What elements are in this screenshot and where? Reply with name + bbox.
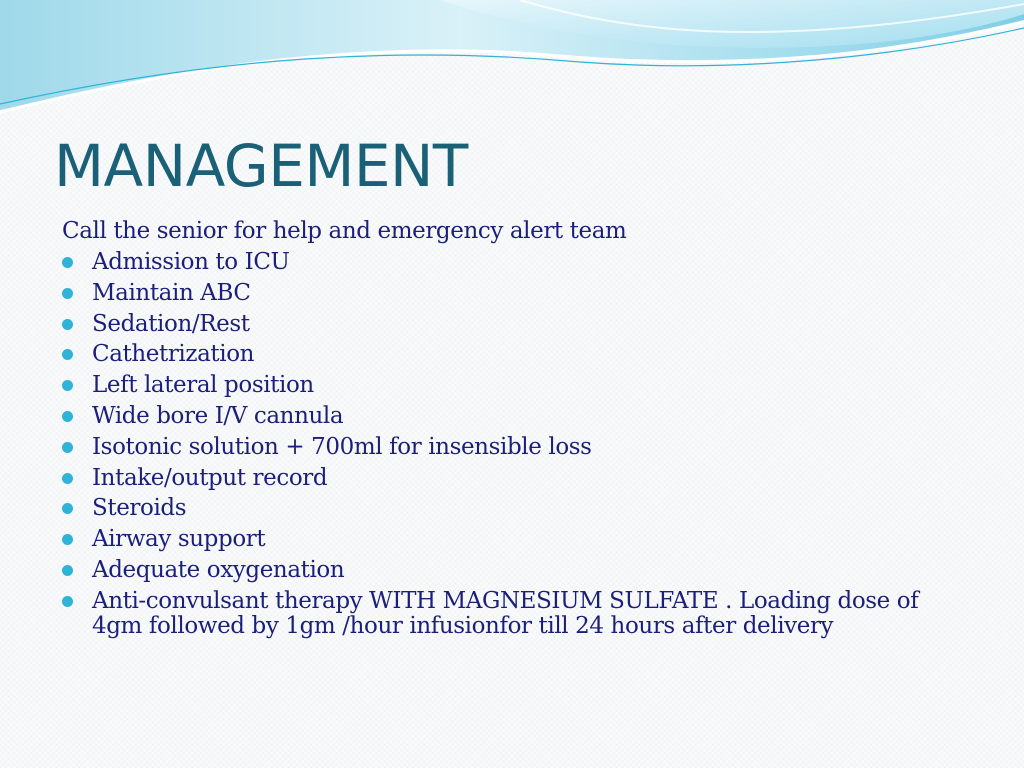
list-item-text: Maintain ABC [92,279,251,306]
list-item-text: Isotonic solution + 700ml for insensible loss [92,433,592,460]
bullet-icon [62,473,73,484]
list-item [62,401,962,432]
header-wave-decoration [0,0,1024,130]
bullet-icon [62,442,73,453]
list-item-text: Adequate oxygenation [92,556,345,583]
bullet-icon [62,257,73,268]
list-item [62,370,962,401]
list-item [62,432,962,463]
bullet-list [62,247,962,639]
list-item-text: Sedation/Rest [92,310,250,337]
bullet-icon [62,349,73,360]
bullet-icon [62,288,73,299]
list-item-text: Left lateral position [92,372,314,399]
list-item-text: Steroids [92,495,187,522]
list-item [62,555,962,586]
list-item [62,463,962,494]
bullet-icon [62,380,73,391]
list-item [62,493,962,524]
list-item [62,247,962,278]
bullet-icon [62,319,73,330]
intro-text: Call the senior for help and emergency alert team [62,218,627,244]
bullet-icon [62,565,73,576]
list-item-text: Wide bore I/V cannula [92,402,344,429]
list-item [62,278,962,309]
bullet-icon [62,503,73,514]
bullet-icon [62,596,73,607]
list-item-text: Cathetrization [92,341,255,368]
list-item [62,524,962,555]
slide-title: MANAGEMENT [54,132,468,200]
list-item-text: Admission to ICU [92,249,290,275]
list-item [62,309,962,340]
list-item-text: Anti-convulsant therapy WITH MAGNESIUM SULFATE . Loading dose of 4gm followed by 1gm /hour infusionfor till 24 hours after delivery [92,587,919,639]
bullet-icon [62,534,73,545]
list-item [62,339,962,370]
list-item-text: Intake/output record [92,464,328,491]
list-item-text: Airway support [92,526,266,553]
bullet-icon [62,411,73,422]
list-item [62,586,962,639]
